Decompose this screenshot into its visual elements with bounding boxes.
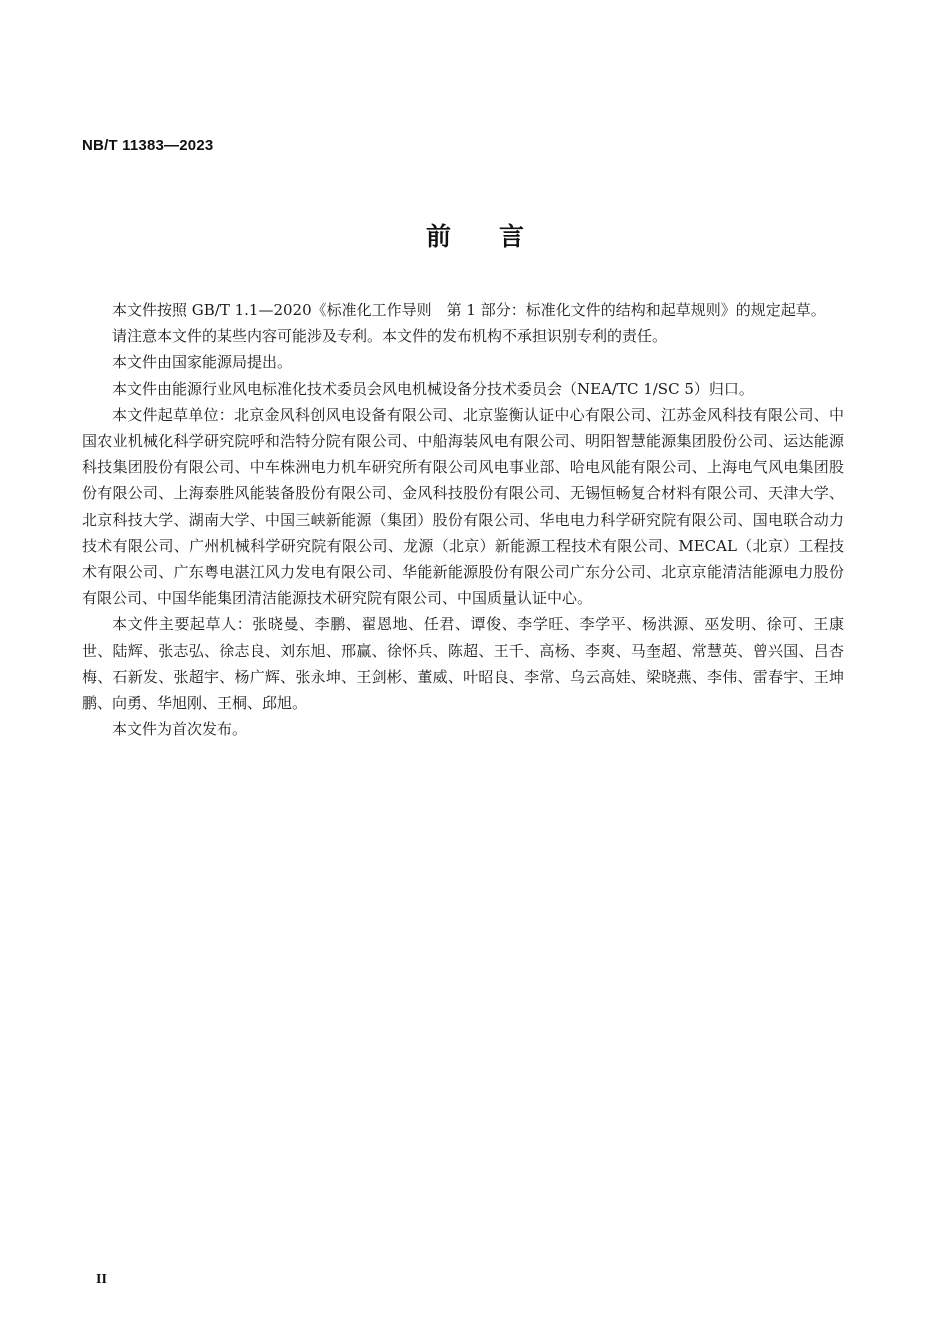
- section-title: 前言: [425, 222, 572, 251]
- paragraph-technical-committee: 本文件由能源行业风电标准化技术委员会风电机械设备分技术委员会（NEA/TC 1/SC 5）归口。: [112, 379, 754, 398]
- paragraph-proposer: 本文件由国家能源局提出。: [112, 353, 293, 372]
- document-code: NB/T 11383—2023: [82, 137, 214, 154]
- paragraph-main-drafters: 本文件主要起草人：张晓曼、李鹏、翟恩地、任君、谭俊、李学旺、李学平、杨洪源、巫发明、徐可、王康世、陆辉、张志弘、徐志良、刘东旭、邢赢、徐怀兵、陈超、王千、高杨、李爽、马奎超、常慧英、曾兴国、吕杏梅、石新发、张超宇、杨广辉、张永坤、王剑彬、董威、叶昭良、李常、乌云高娃、梁晓燕、李伟、雷春宇、王坤鹏、向勇、华旭刚、王桐、邱旭。: [82, 615, 844, 713]
- paragraph-drafting-rules: 本文件按照 GB/T 1.1—2020《标准化工作导则 第 1 部分：标准化文件的结构和起草规则》的规定起草。: [112, 301, 826, 319]
- paragraph-drafting-organizations: 本文件起草单位：北京金风科创风电设备有限公司、北京鉴衡认证中心有限公司、江苏金风科技有限公司、中国农业机械化科学研究院呼和浩特分院有限公司、中船海装风电有限公司、明阳智慧能源集团股份公司、运达能源科技集团股份有限公司、中车株洲电力机车研究所有限公司风电事业部、哈电风能有限公司、上海电气风电集团股份有限公司、上海泰胜风能装备股份有限公司、金风科技股份有限公司、无锡恒畅复合材料有限公司、天津大学、北京科技大学、湖南大学、中国三峡新能源（集团）股份有限公司、华电电力科学研究院有限公司、国电联合动力技术有限公司、广州机械科学研究院有限公司、龙源（北京）新能源工程技术有限公司、MECAL（北京）工程技术有限公司、广东粤电湛江风力发电有限公司、华能新能源股份有限公司广东分公司、北京京能清洁能源电力股份有限公司、中国华能集团清洁能源技术研究院有限公司、中国质量认证中心。: [82, 405, 844, 608]
- paragraph-patent-notice: 请注意本文件的某些内容可能涉及专利。本文件的发布机构不承担识别专利的责任。: [112, 327, 668, 346]
- page-number: II: [96, 1272, 107, 1287]
- foreword-body: [82, 297, 844, 742]
- paragraph-first-release: 本文件为首次发布。: [112, 720, 248, 739]
